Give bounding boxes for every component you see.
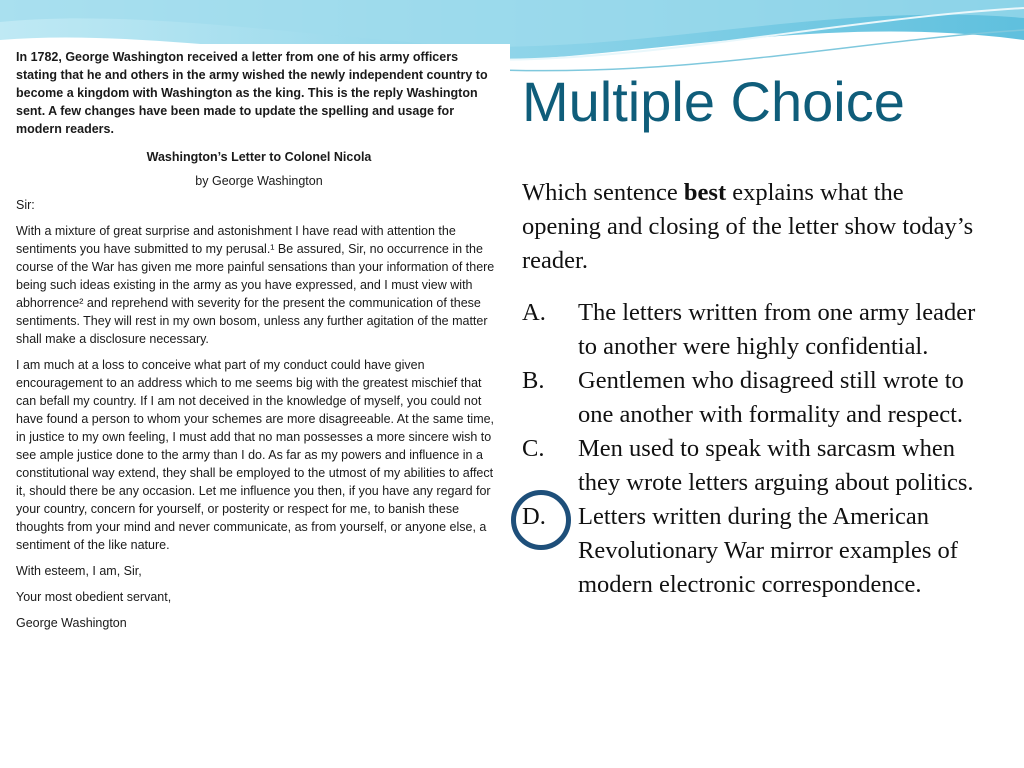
- letter-title: Washington’s Letter to Colonel Nicola: [146, 150, 372, 164]
- passage-image: [6, 44, 510, 768]
- option-a[interactable]: [522, 296, 992, 364]
- letter-closing: With esteem, I am, Sir,: [16, 564, 142, 578]
- letter-salutation: Sir:: [16, 198, 35, 212]
- option-c[interactable]: [522, 432, 992, 500]
- question-post: explains what the opening and closing of the letter show today’s reader.: [522, 179, 974, 274]
- option-text: The letters written from one army leader to another were highly confidential.: [578, 299, 976, 360]
- option-b[interactable]: [522, 364, 992, 432]
- letter-paragraph-1: With a mixture of great surprise and astonishment I have read with attention the sentiments you have submitted to my perusal.¹ Be assured, Sir, no occurrence in the course of the War has given me more painful sensations than your information of there being such ideas existing in the army as you have expressed, and I must view with abhorrence² and reprehend with severity for the present the communication of these sentiments. They will rest in my own bosom, unless any further agitation of the matter shall make a disclosure necessary.: [16, 224, 495, 346]
- option-letter: D.: [522, 503, 546, 530]
- option-letter: A.: [522, 299, 546, 326]
- letter-paragraph-2: I am much at a loss to conceive what part of my conduct could have given encouragement to an address which to me seems big with the greatest mischief that can befall my country. If I am not deceived in the knowledge of myself, you could not have found a person to whom your schemes are more disagreeable. At the same time, in justice to my own feeling, I must add that no man possesses a more sincere wish to see ample justice done to the army than I do. As far as my powers and influence in a constitutional way extend, they shall be employed to the utmost of my abilities to affect it, should there be any occasion. Let me influence you then, if you have any regard for your country, concern for yourself, or posterity or respect for me, to banish these thoughts from your mind and never communicate, as from yourself, or anyone else, a sentiment of the like nature.: [16, 358, 495, 552]
- letter-byline: by George Washington: [195, 174, 323, 188]
- passage-intro: In 1782, George Washington received a letter from one of his army officers stating that he and others in the army wished the newly independent country to become a kingdom with Washington as the king. This is the reply Washington sent. A few changes have been made to update the spelling and usage for modern readers.: [16, 50, 488, 136]
- option-text: Letters written during the American Revolutionary War mirror examples of modern electronic correspondence.: [578, 503, 958, 598]
- selected-answer-circle-icon: [511, 490, 571, 550]
- slide-title: Multiple Choice: [522, 70, 905, 133]
- letter-signature: George Washington: [16, 616, 127, 630]
- option-text: Men used to speak with sarcasm when they wrote letters arguing about politics.: [578, 435, 974, 496]
- answer-options: [522, 296, 992, 602]
- question-pre: Which sentence: [522, 179, 684, 206]
- option-text: Gentlemen who disagreed still wrote to one another with formality and respect.: [578, 367, 964, 428]
- letter-closing-2: Your most obedient servant,: [16, 590, 172, 604]
- option-d[interactable]: [522, 500, 992, 602]
- option-letter: C.: [522, 435, 545, 462]
- option-letter: B.: [522, 367, 545, 394]
- question-text: [522, 176, 982, 278]
- question-bold: best: [683, 179, 727, 206]
